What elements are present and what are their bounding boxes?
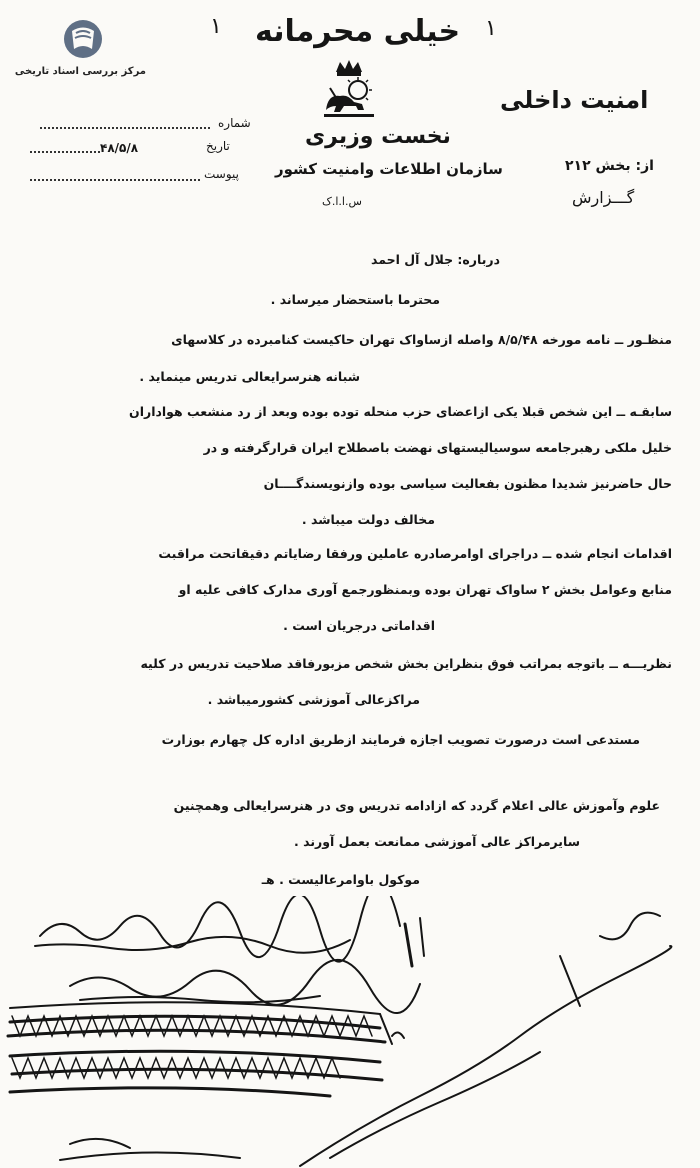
body-line: نظریـــه ــ باتوجه بمراتب فوق بنظراین بخش شخص مزبورفاقد صلاحیت تدریس در کلیه (140, 656, 672, 671)
subject-line: درباره: جلال آل احمد (371, 252, 500, 267)
org-code: س.ا.ا.ک (322, 195, 362, 208)
number-field-line (40, 127, 210, 129)
reference-line: از: بخش ۲۱۲ (565, 158, 654, 174)
body-line: مستدعی است درصورت تصویب اجازه فرمایند ازطریق اداره کل چهارم بوزارت (161, 732, 640, 747)
date-field-line (30, 151, 100, 153)
number-label: شماره (218, 116, 251, 130)
archive-logo-icon (20, 18, 146, 60)
watermark-text: مرکز بررسی اسناد تاریخی (14, 66, 146, 77)
body-line: علوم وآموزش عالی اعلام گردد که ازادامه تدریس وی در هنرسرایعالی وهمچنین (173, 798, 660, 813)
page-mark-right: ۱ (485, 16, 497, 41)
body-line: منظـور ــ نامه مورخه ۸/۵/۴۸ واصله ازساواک تهران حاکیست کنامبرده در کلاسهای (171, 332, 672, 347)
body-line: منابع وعوامل بخش ۲ ساواک تهران بوده وبمنظورجمع آوری مدارک کافی علیه او (178, 582, 672, 597)
handwritten-annotations (0, 896, 700, 1168)
recipient-title: امنیت داخلی (500, 86, 649, 114)
report-label: گـــزارش (572, 188, 635, 207)
org-subtitle: سازمان اطلاعات وامنیت کشور (275, 160, 503, 178)
date-label: تاریخ (206, 139, 230, 153)
attachment-label: پیوست (204, 167, 239, 181)
date-value: ۴۸/۵/۸ (100, 141, 139, 155)
body-line: مراکزعالی آموزشی کشورمیباشد . (207, 692, 420, 707)
classification-stamp: خیلی محرمانه (255, 14, 461, 49)
lion-and-sun-emblem (318, 58, 380, 124)
lion-and-sun-crown-icon (318, 58, 380, 120)
body-line: سایرمراکز عالی آموزشی ممانعت بعمل آورند . (294, 834, 580, 849)
body-line: خلیل ملکی رهبرجامعه سوسیالیستهای نهضت باصطلاح ایران قرارگرفته و در (203, 440, 672, 455)
body-line: حال حاضرنیز شدیدا مظنون بفعالیت سیاسی بوده وازنویسندگــــان (263, 476, 672, 491)
body-line: شبانه هنرسرایعالی تدریس مینماید . (139, 369, 360, 384)
attachment-field-line (30, 179, 200, 181)
body-line: اقدامات انجام شده ــ دراجرای اوامرصادره عاملین ورفقا رضایاتم دقیقاتحت مراقبت (158, 546, 672, 561)
page-mark-left: ۱ (210, 14, 222, 39)
body-line: اقداماتی درجریان است . (283, 618, 435, 633)
body-line: سابقـه ــ این شخص قبلا یکی ازاعضای حزب منحله توده بوده وبعد از رد منشعب هواداران (129, 404, 672, 419)
body-line: محترما باستحضار میرساند . (270, 292, 440, 307)
body-line: موکول باوامرعالیست . هـ (261, 872, 420, 887)
archive-watermark (14, 18, 146, 77)
body-line: مخالف دولت میباشد . (301, 512, 435, 527)
org-title: نخست وزیری (305, 124, 451, 149)
